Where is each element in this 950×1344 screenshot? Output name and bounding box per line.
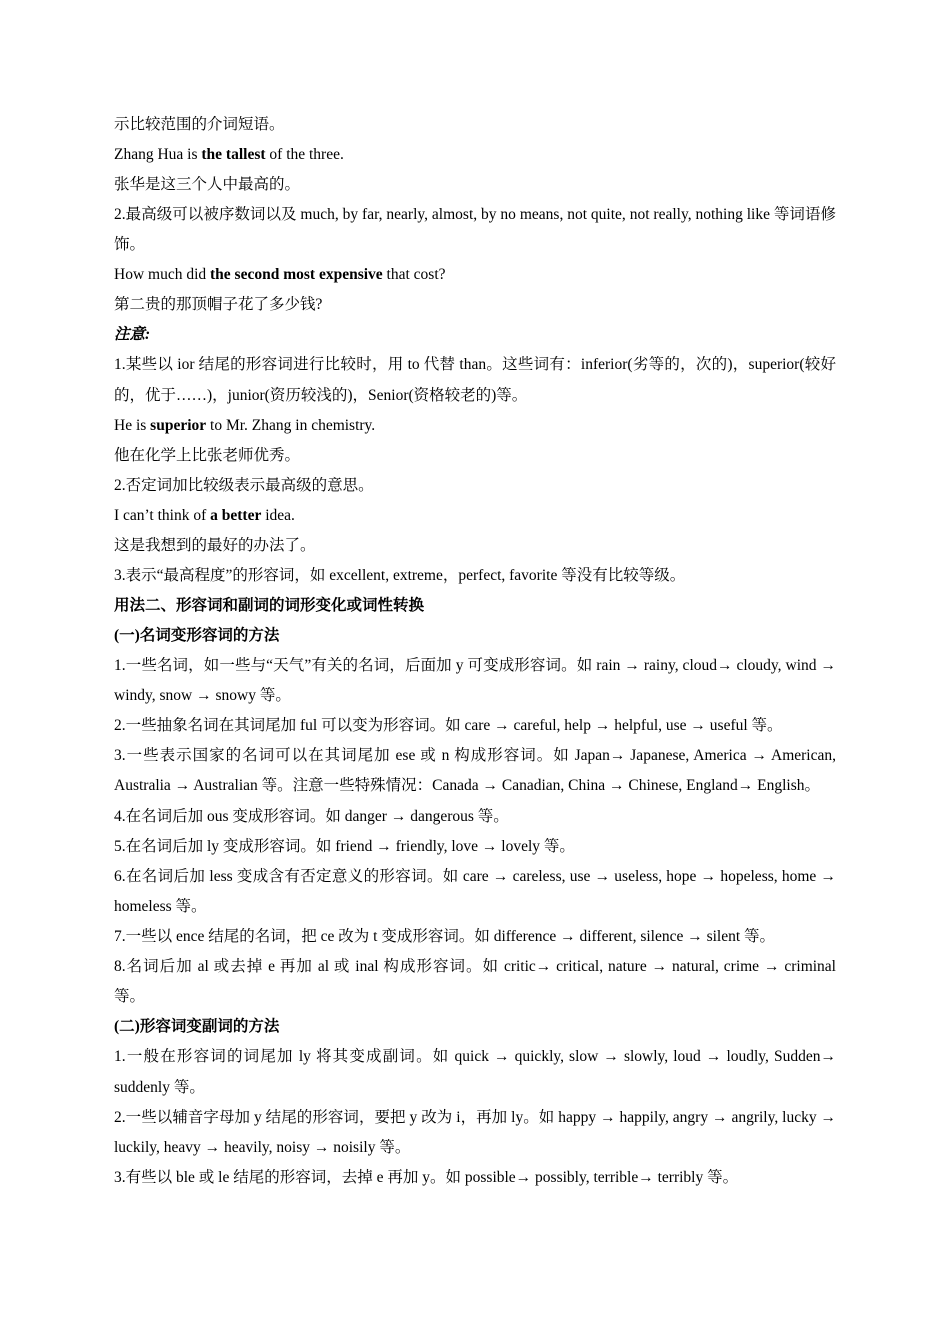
text-run: to Mr. Zhang in chemistry. [206,416,376,434]
rule-line: 2.一些抽象名词在其词尾加 ful 可以变为形容词。如 care → careful, help → helpful, use → useful 等。 [114,717,783,735]
rule-paragraph: 6.在名词后加 less 变成含有否定意义的形容词。如 care → careless, use → useless, hope → hopeless, home → homeless 等。 [114,867,836,915]
rule-line: 3.有些以 ble 或 le 结尾的形容词，去掉 e 再加 y。如 possible→ possibly, terrible→ terribly 等。 [114,1169,739,1187]
text-run: How much did [114,266,211,284]
example-sentence [114,260,836,290]
text-run: I can’t think of [114,506,211,524]
rule-line: 3.表示“最高程度”的形容词，如 excellent, extreme，perfect, favorite 等没有比较等级。 [114,566,686,584]
bold-phrase: the second most expensive [210,266,383,284]
rule-line: 4.在名词后加 ous 变成形容词。如 danger → dangerous 等。 [114,807,509,825]
section-heading: 用法二、形容词和副词的词形变化或词性转换 [114,596,425,614]
subsection-heading: (二)形容词变副词的方法 [114,1018,280,1036]
note-heading: 注意: [114,326,151,344]
example-sentence [114,501,836,531]
rule-line: 5.在名词后加 ly 变成形容词。如 friend → friendly, love → lovely 等。 [114,837,575,855]
rule-paragraph: 2.一些以辅音字母加 y 结尾的形容词，要把 y 改为 i，再加 ly。如 happy → happily, angry → angrily, lucky → luckily, heavy → heavily, noisy → noisily 等。 [114,1108,836,1157]
rule-line: 7.一些以 ence 结尾的名词，把 ce 改为 t 变成形容词。如 difference → different, silence → silent 等。 [114,928,776,946]
text-run: of the three. [265,146,344,163]
text-run: that cost? [382,266,446,284]
rule-paragraph: 1.一些名词，如一些与“天气”有关的名词，后面加 y 可变成形容词。如 rain → rainy, cloud→ cloudy, wind → windy, snow → snowy 等。 [114,656,836,705]
subsection-heading: (一)名词变形容词的方法 [114,626,280,644]
rule-paragraph: 8.名词后加 al 或去掉 e 再加 al 或 inal 构成形容词。如 critic→ critical, nature → natural, crime → criminal 等。 [114,958,836,1006]
translation-line: 第二贵的那顶帽子花了多少钱? [114,296,323,314]
translation-line: 他在化学上比张老师优秀。 [114,446,301,464]
example-sentence [114,140,836,170]
text-run: Zhang Hua is [114,146,202,163]
bold-phrase: a better [210,506,262,524]
document-page [114,110,836,1193]
rule-paragraph: 1.某些以 ior 结尾的形容词进行比较时，用 to 代替 than。这些词有：inferior(劣等的，次的)，superior(较好的，优于……)，junior(资历较浅的)，Senior(资格较老的)等。 [114,356,836,404]
bold-phrase: superior [150,416,207,434]
rule-paragraph: 1.一般在形容词的词尾加 ly 将其变成副词。如 quick → quickly, slow → slowly, loud → loudly, Sudden→ suddenly 等。 [114,1048,836,1096]
translation-line: 张华是这三个人中最高的。 [114,176,301,193]
example-sentence [114,411,836,441]
text-run: idea. [261,506,295,524]
rule-line: 2.否定词加比较级表示最高级的意思。 [114,476,374,494]
text-run: He is [114,416,151,434]
rule-paragraph: 2.最高级可以被序数词以及 much, by far, nearly, almost, by no means, not quite, not really, nothing like 等词语修饰。 [114,206,836,254]
translation-line: 这是我想到的最好的办法了。 [114,536,316,554]
text-line: 示比较范围的介词短语。 [114,116,285,133]
bold-phrase: the tallest [201,146,266,163]
rule-paragraph: 3.一些表示国家的名词可以在其词尾加 ese 或 n 构成形容词。如 Japan→ Japanese, America → American, Australia → Australian 等。注意一些特殊情况：Canada → Canadian, China → Chinese, England→ English。 [114,747,836,795]
